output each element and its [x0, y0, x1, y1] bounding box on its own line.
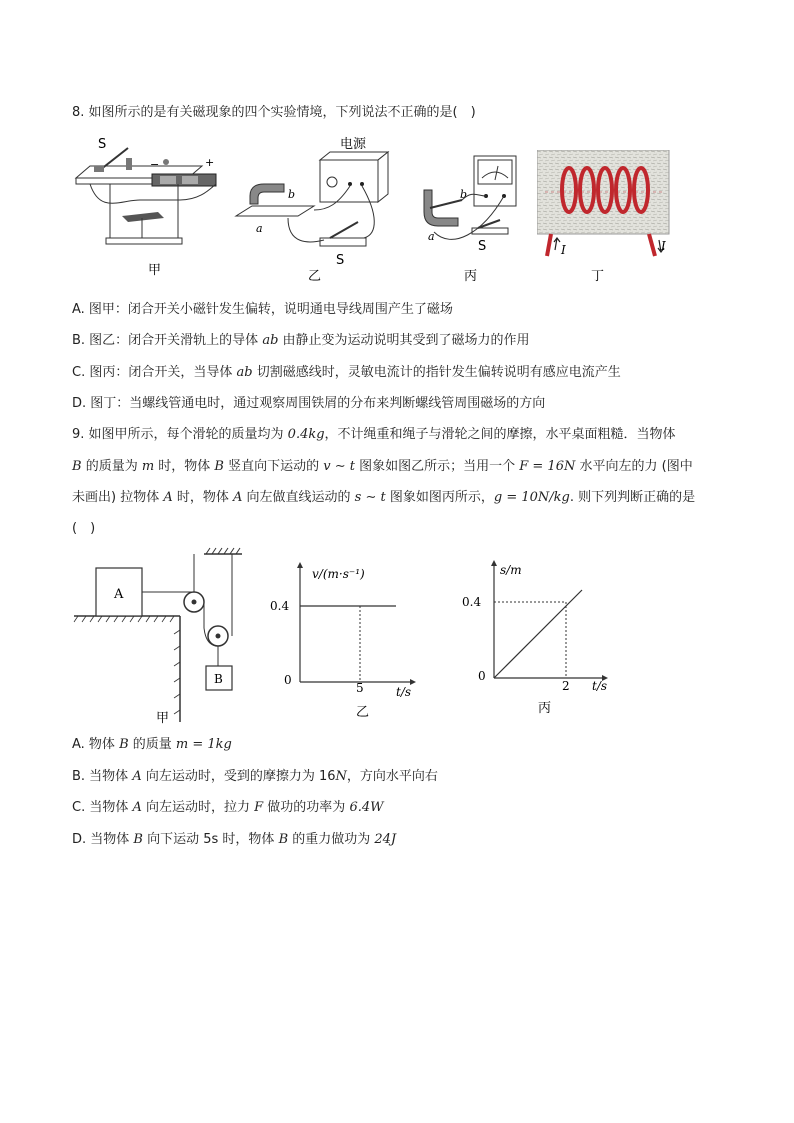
q9-option-b: B. 当物体 A 向左运动时，受到的摩擦力为 16N，方向水平向右 [72, 769, 438, 784]
switch-label: S [98, 137, 107, 152]
power-label: 电源 [340, 137, 367, 152]
q9-option-c: C. 当物体 A 向左运动时，拉力 F 做功的功率为 6.4W [72, 800, 384, 815]
q8-stem: 8. 如图所示的是有关磁现象的四个实验情境，下列说法不正确的是( ) [72, 105, 476, 120]
s-line [494, 590, 582, 678]
q9-stem-line2: B 的质量为 m 时，物体 B 竖直向下运动的 v ∼ t 图象如图乙所示；当用一个 F = 16N 水平向左的力 (图中 [72, 459, 693, 474]
s-axis-label: s/m [500, 563, 522, 577]
s-tick-label: 0.4 [462, 595, 482, 609]
current-label-left: I [561, 243, 566, 257]
caption-9-bing: 丙 [538, 701, 552, 716]
q9-stem-line3: 未画出) 拉物体 A 时，物体 A 向左做直线运动的 s ∼ t 图象如图丙所示，g = 10N/kg. 则下列判断正确的是 [72, 490, 696, 505]
q9-answer-bracket: ( ) [72, 521, 96, 536]
q8-option-c: C. 图丙：闭合开关，当导体 ab 切割磁感线时，灵敏电流计的指针发生偏转说明有感应电流产生 [72, 365, 621, 380]
caption-9-yi: 乙 [356, 705, 370, 720]
origin-label: 0 [284, 673, 292, 687]
t-axis-label-s: t/s [592, 679, 608, 693]
figure-bing-induction [412, 150, 532, 284]
v-axis-label: v/(m·s⁻¹) [312, 567, 365, 581]
origin-label-s: 0 [478, 669, 486, 683]
q8-option-b: B. 图乙：闭合开关滑轨上的导体 ab 由静止变为运动说明其受到了磁场力的作用 [72, 333, 530, 348]
figure-9-vt-graph [262, 558, 422, 726]
figure-jia-oersted [70, 134, 220, 284]
switch-label-bing: S [478, 239, 487, 254]
v-tick-label: 0.4 [270, 599, 290, 613]
figure-9-pulley [72, 546, 252, 726]
q8-option-d: D. 图丁：当螺线管通电时，通过观察周围铁屑的分布来判断螺线管周围磁场的方向 [72, 396, 546, 411]
caption-ding: 丁 [591, 269, 605, 284]
t-axis-label: t/s [396, 685, 412, 699]
q9-stem-line1: 9. 如图甲所示，每个滑轮的质量均为 0.4kg，不计绳重和绳子与滑轮之间的摩擦，水平桌面粗糙．当物体 [72, 427, 676, 442]
label-a: a [256, 222, 263, 235]
t-tick-label-s: 2 [562, 679, 570, 693]
q8-option-a: A. 图甲：闭合开关小磁针发生偏转，说明通电导线周围产生了磁场 [72, 302, 453, 317]
switch-label-yi: S [336, 253, 345, 268]
q9-option-a: A. 物体 B 的质量 m = 1kg [72, 737, 232, 752]
caption-bing: 丙 [464, 269, 478, 284]
caption-jia: 甲 [148, 263, 162, 278]
caption-9-jia: 甲 [156, 711, 170, 726]
figure-yi-motor [228, 134, 393, 284]
label-a-bing: a [428, 230, 435, 243]
label-b-bing: b [460, 188, 468, 201]
block-b-label: B [214, 672, 223, 686]
figure-9-st-graph [458, 558, 618, 718]
q9-option-d: D. 当物体 B 向下运动 5s 时，物体 B 的重力做功为 24J [72, 832, 397, 847]
caption-yi: 乙 [308, 269, 322, 284]
plus-sign: + [205, 156, 215, 169]
minus-sign: − [150, 158, 160, 171]
figure-ding-solenoid [537, 150, 671, 284]
current-label-right: I [661, 239, 666, 253]
label-b: b [288, 188, 296, 201]
t-tick-label: 5 [356, 681, 364, 695]
block-a-label: A [114, 587, 124, 602]
